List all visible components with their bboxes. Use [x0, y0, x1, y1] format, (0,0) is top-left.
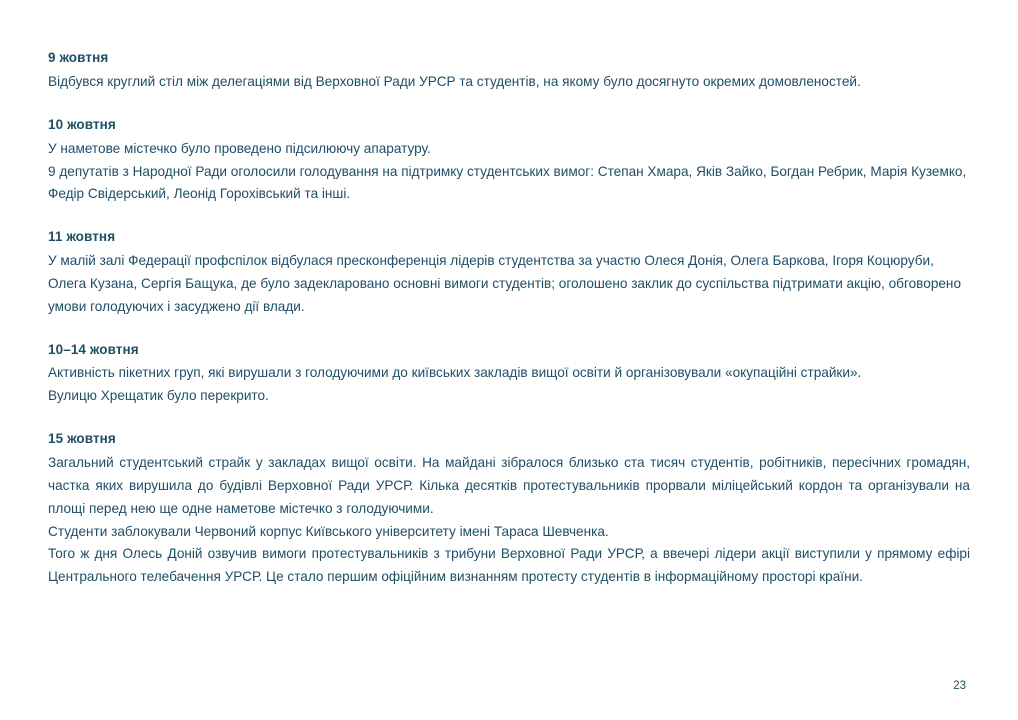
entry-date: 10 жовтня: [48, 116, 116, 132]
timeline-entry: [48, 340, 970, 409]
entry-date: 10–14 жовтня: [48, 341, 139, 357]
timeline-entry: [48, 48, 970, 94]
entry-paragraph: Того ж дня Олесь Доній озвучив вимоги протестувальників з трибуни Верховної Ради УРСР, а ввечері лідери акції виступили у прямому ефірі Центрального телебачення УРСР. Це стало першим офіційним визнанням протесту студентів в інформаційному просторі країни.: [48, 546, 970, 585]
page-number: 23: [953, 680, 966, 692]
entry-date: 15 жовтня: [48, 431, 116, 447]
entry-date: 9 жовтня: [48, 50, 109, 65]
timeline-entry: [48, 115, 970, 206]
timeline-entry: [48, 429, 970, 589]
entry-paragraph: Студенти заблокували Червоний корпус Київського університету імені Тараса Шевченка.: [48, 523, 609, 539]
entry-paragraph: Загальний студентський страйк у закладах вищої освіти. На майдані зібралося близько ста тисяч студентів, робітників, пересічних громадян, частка яких вирушила до будівлі Верховної Ради УРСР. Кілька десятків протестувальників прорвали міліцейський кордон та організували на площі перед нею ще одне наметове містечко з голодуючими.: [48, 455, 970, 516]
entry-date: 11 жовтня: [48, 229, 116, 245]
entry-paragraph: Активність пікетних груп, які вирушали з голодуючими до київських закладів вищої освіти й організовували «окупаційні страйки».: [48, 365, 862, 381]
entry-paragraph: У малій залі Федерації профспілок відбулася пресконференція лідерів студентства за участю Олеся Донія, Олега Баркова, Ігоря Коцюруби, Олега Кузана, Сергія Бащука, де було задекларовано основні вимоги студентів; оголошено заклик до суспільства підтримати акцію, обговорено умови голодуючих і засуджено дії влади.: [48, 253, 962, 314]
entry-paragraph: Вулицю Хрещатик було перекрито.: [48, 388, 269, 404]
entry-paragraph: Відбувся круглий стіл між делегаціями від Верховної Ради УРСР та студентів, на якому було досягнуто окремих домовленостей.: [48, 73, 861, 89]
entry-paragraph: 9 депутатів з Народної Ради оголосили голодування на підтримку студентських вимог: Степан Хмара, Яків Зайко, Богдан Ребрик, Марія Куземко, Федір Свідерський, Леонід Горохівський та інші.: [48, 163, 967, 202]
entry-paragraph: У наметове містечко було проведено підсилюючу апаратуру.: [48, 140, 431, 156]
document-body: [48, 48, 970, 589]
timeline-entry: [48, 227, 970, 318]
